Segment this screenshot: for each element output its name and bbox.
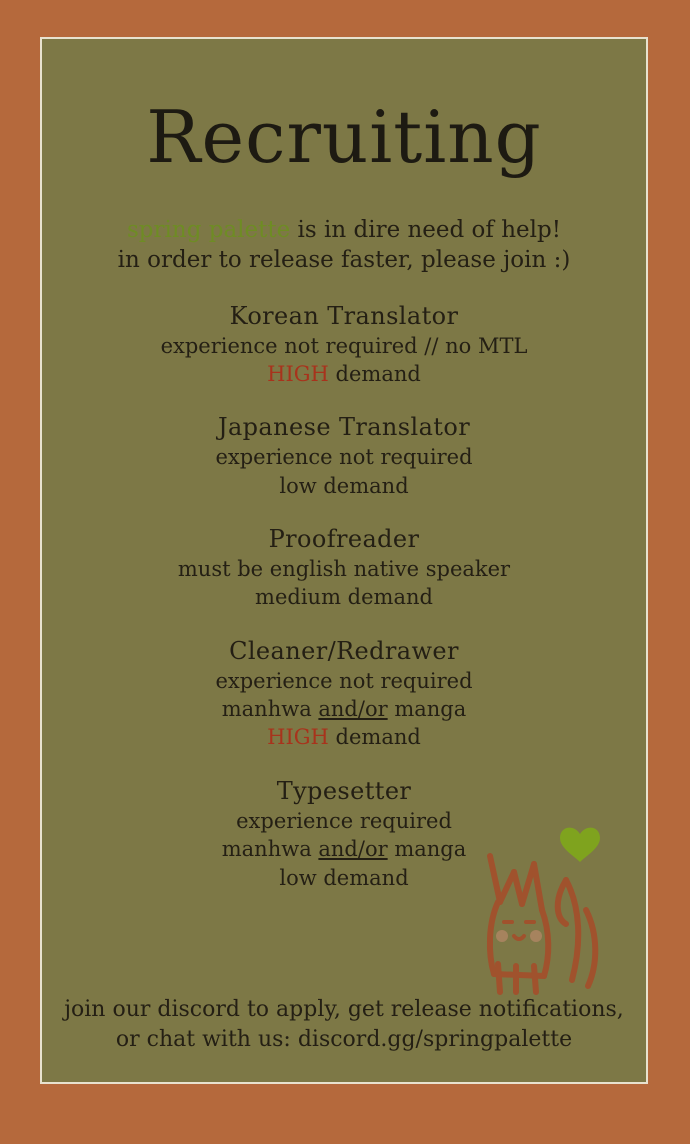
intro-line-1 bbox=[42, 215, 646, 245]
footer-text bbox=[42, 995, 646, 1054]
role-demand bbox=[42, 360, 646, 388]
intro-line-2: in order to release faster, please join :) bbox=[117, 247, 571, 274]
role-item bbox=[42, 302, 646, 389]
medium-conjunction: and/or bbox=[318, 697, 388, 722]
demand-level-badge: HIGH bbox=[267, 362, 329, 387]
role-item bbox=[42, 413, 646, 500]
heart-icon bbox=[560, 828, 600, 862]
role-demand bbox=[42, 723, 646, 751]
role-requirement: experience required bbox=[236, 808, 452, 833]
recruiting-poster bbox=[40, 37, 648, 1084]
demand-level-badge: HIGH bbox=[267, 725, 329, 750]
role-name: Korean Translator bbox=[229, 301, 459, 330]
role-name: Proofreader bbox=[268, 525, 420, 554]
medium-prefix: manhwa bbox=[221, 837, 319, 862]
demand-suffix: demand bbox=[328, 362, 421, 387]
role-name: Japanese Translator bbox=[217, 413, 471, 442]
medium-suffix: manga bbox=[387, 697, 467, 722]
role-name: Cleaner/Redrawer bbox=[229, 636, 459, 665]
medium-conjunction: and/or bbox=[318, 837, 388, 862]
role-name: Typesetter bbox=[276, 776, 412, 805]
role-demand: medium demand bbox=[255, 585, 433, 610]
role-demand: low demand bbox=[279, 865, 409, 890]
role-item bbox=[42, 637, 646, 752]
role-requirement: must be english native speaker bbox=[177, 557, 511, 582]
brand-name: spring palette bbox=[127, 217, 291, 243]
intro-text bbox=[42, 215, 646, 276]
role-list bbox=[42, 302, 646, 892]
footer-line-2: or chat with us: discord.gg/springpalette bbox=[115, 1026, 573, 1052]
role-item bbox=[42, 525, 646, 612]
intro-line-1-rest: is in dire need of help! bbox=[290, 217, 561, 243]
role-requirement: experience not required bbox=[215, 445, 473, 470]
demand-suffix: demand bbox=[328, 725, 421, 750]
cat-doodle-icon bbox=[468, 814, 638, 1004]
role-requirement: experience not required // no MTL bbox=[160, 333, 528, 358]
footer-line-1: join our discord to apply, get release notifications, bbox=[64, 997, 624, 1023]
page-title: Recruiting bbox=[146, 95, 542, 179]
role-medium bbox=[42, 695, 646, 723]
role-requirement: experience not required bbox=[215, 668, 473, 693]
role-demand: low demand bbox=[279, 473, 409, 498]
medium-prefix: manhwa bbox=[221, 697, 319, 722]
medium-suffix: manga bbox=[387, 837, 467, 862]
